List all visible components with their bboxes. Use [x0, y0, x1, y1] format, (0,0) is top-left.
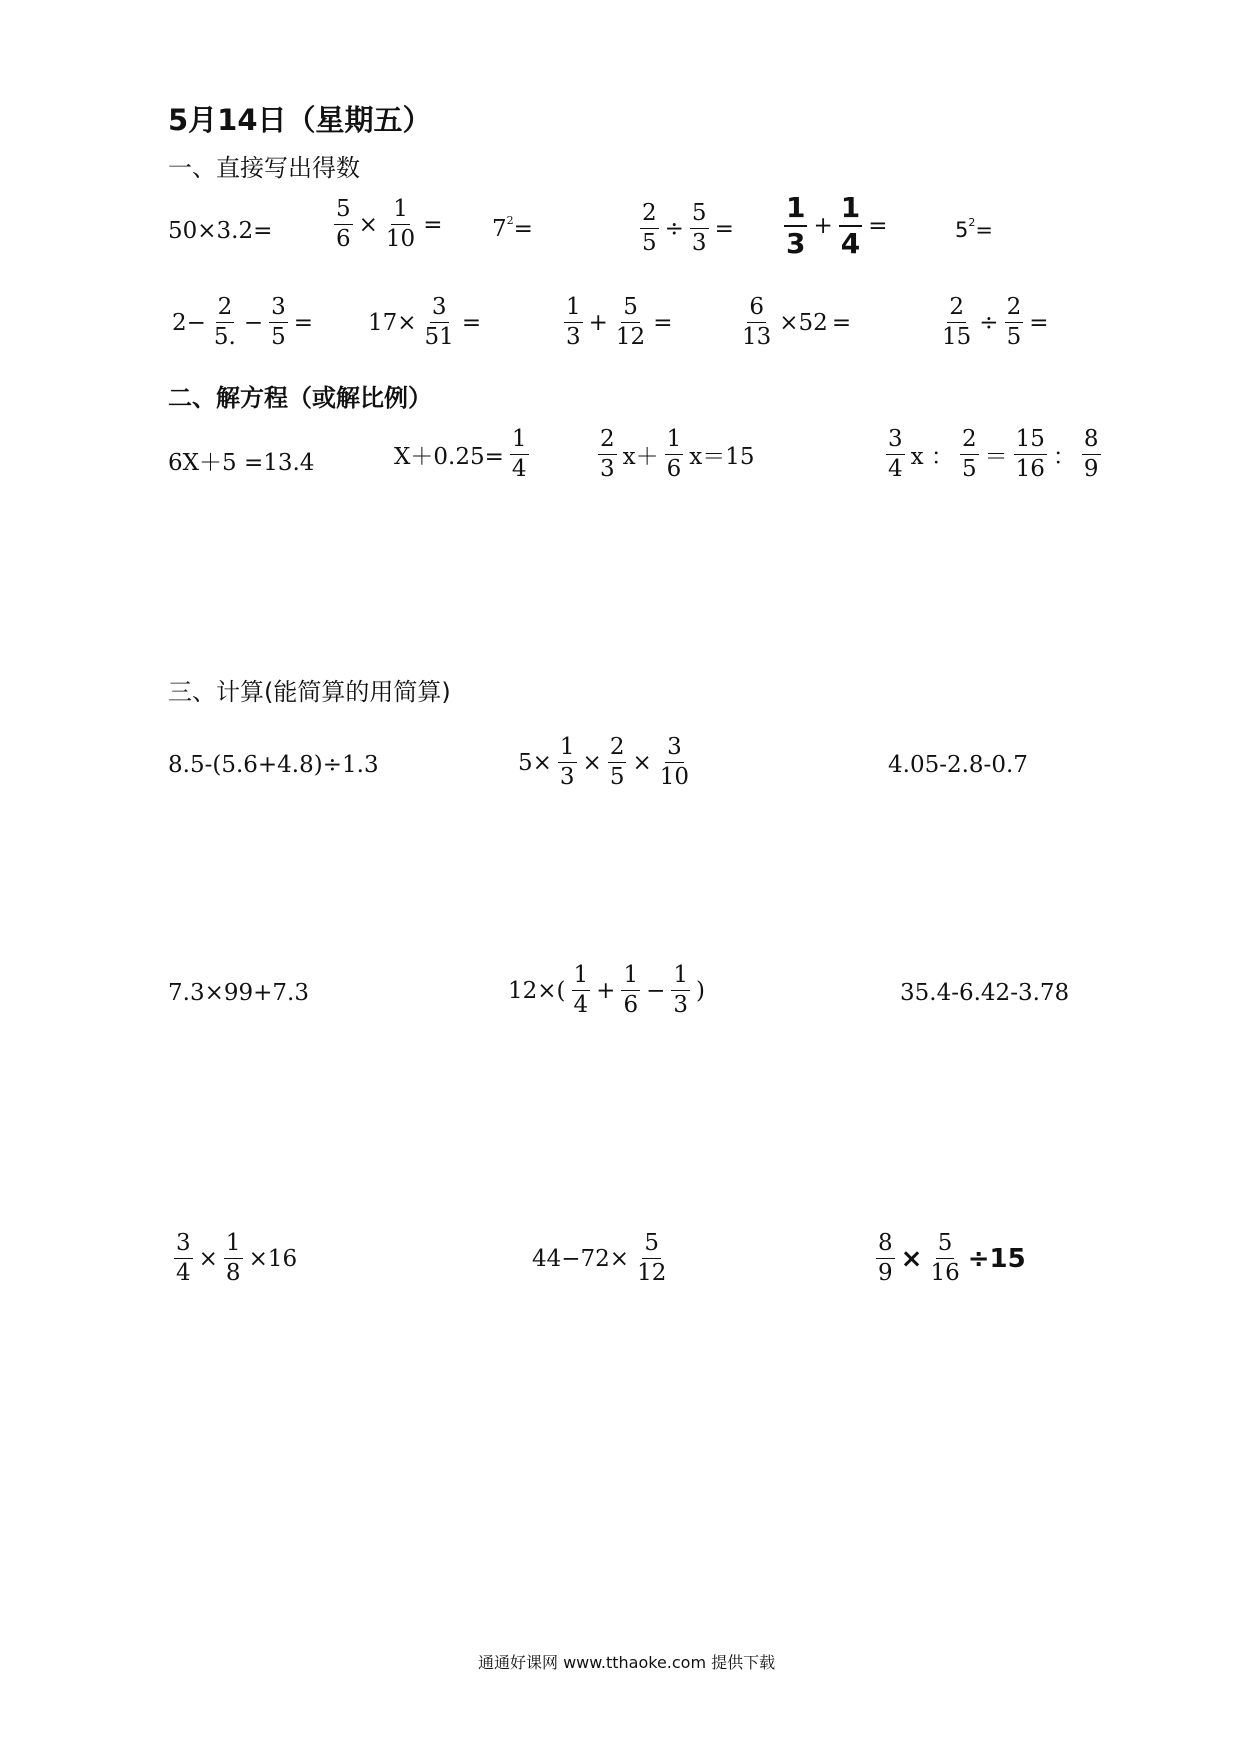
p1-f: $5^2=$	[955, 216, 993, 242]
footer-credit: 通通好课网 www.tthaoke.com 提供下载	[478, 1653, 776, 1672]
p1-b: $\frac{5}{6}$ × $\frac{1}{10}$ =	[336, 196, 443, 252]
p2-d: $\frac{3}{4}$ x ： $\frac{2}{5}$ ＝ $\frac{15}{16}$ ： $\frac{8}{9}$	[888, 426, 1099, 482]
section-3-heading: 三、计算(能简算的用简算)	[168, 678, 451, 706]
p3-h: 44−72× $\frac{5}{12}$	[532, 1230, 667, 1286]
p3-d: 7.3×99+7.3	[168, 980, 309, 1006]
section-2-heading: 二、解方程（或解比例）	[168, 384, 432, 412]
p1-g: 2− $\frac{2}{5.}$ − $\frac{3}{5}$ =	[172, 294, 314, 350]
p2-c: $\frac{2}{3}$ x＋ $\frac{1}{6}$ x＝15	[600, 426, 755, 482]
p1-c: $7^2=$	[492, 214, 533, 242]
p3-i: $\frac{8}{9}$ × $\frac{5}{16}$ ÷15	[878, 1230, 1026, 1286]
p3-a: 8.5-(5.6+4.8)÷1.3	[168, 752, 379, 778]
p3-c: 4.05-2.8-0.7	[888, 752, 1028, 778]
p1-h: 17× $\frac{3}{51}$ =	[368, 294, 482, 350]
p1-e: $\frac{1}{3}$ + $\frac{1}{4}$ =	[786, 191, 888, 260]
p1-a: 50×3.2=	[168, 218, 273, 244]
p1-k: $\frac{2}{15}$ ÷ $\frac{2}{5}$ =	[942, 294, 1049, 350]
p2-a: 6X＋5 =13.4	[168, 450, 315, 476]
p3-e: 12×( $\frac{1}{4}$ + $\frac{1}{6}$ − $\frac{1}{3}$ )	[508, 962, 705, 1018]
p3-f: 35.4-6.42-3.78	[900, 980, 1070, 1006]
p1-i: $\frac{1}{3}$ + $\frac{5}{12}$ =	[566, 294, 673, 350]
p1-d: $\frac{2}{5}$ ÷ $\frac{5}{3}$ =	[642, 200, 734, 256]
p1-j: $\frac{6}{13}$ ×52 =	[742, 294, 852, 350]
section-1-heading: 一、直接写出得数	[168, 154, 360, 182]
page-title: 5月14日（星期五）	[168, 103, 432, 137]
p3-b: 5× $\frac{1}{3}$ × $\frac{2}{5}$ × $\frac{3}{10}$	[518, 734, 690, 790]
p3-g: $\frac{3}{4}$ × $\frac{1}{8}$ ×16	[176, 1230, 298, 1286]
p2-b: X＋0.25= $\frac{1}{4}$	[394, 426, 527, 482]
